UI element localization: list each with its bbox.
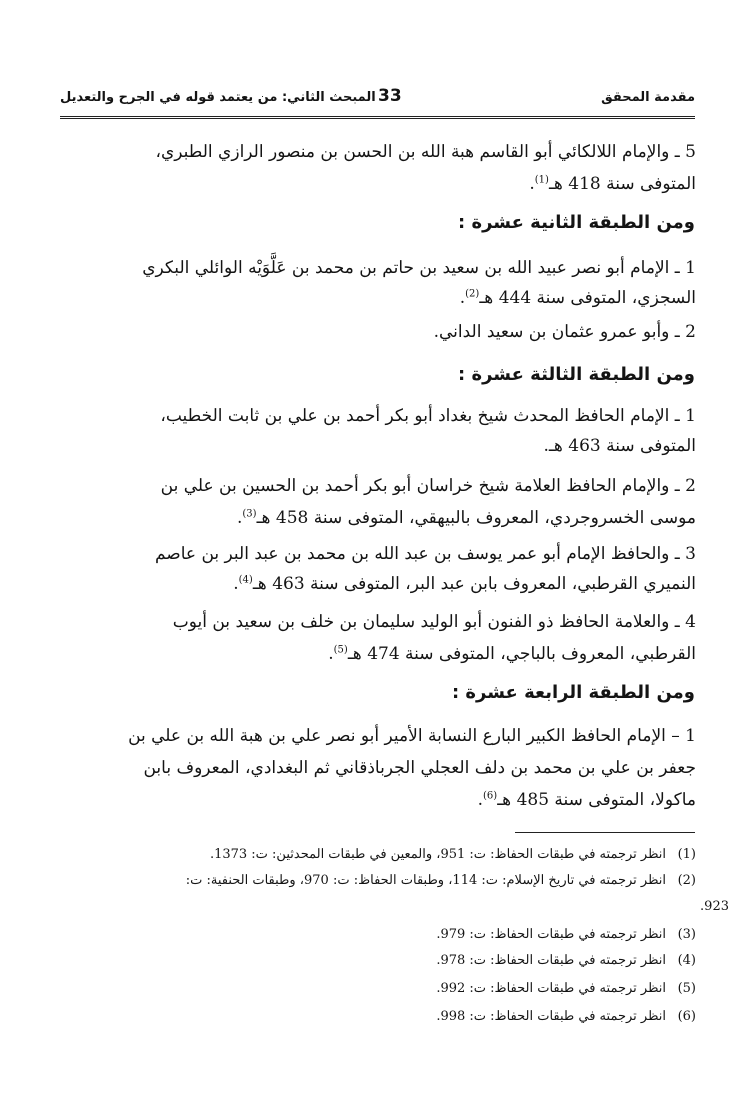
section-heading-12: ومن الطبقة الثانية عشرة : bbox=[458, 212, 695, 233]
footnote-number: (2) bbox=[677, 873, 696, 888]
footnote-text: انظر ترجمته في تاريخ الإسلام: ت: 114، وطبقات الحفاظ: ت: 970، وطبقات الحنفية: ت: bbox=[185, 873, 666, 888]
header-section-title: مقدمة المحقق bbox=[601, 90, 695, 105]
paragraph-lalikai-end: المتوفى سنة 418 هـ$^{(1)}$. bbox=[529, 174, 696, 194]
paragraph-baji-end: القرطبي، المعروف بالباجي، المتوفى سنة 474 هـ$^{(5)}$. bbox=[328, 644, 696, 664]
footnote-ref[interactable]: (5) bbox=[333, 644, 348, 656]
footnote-item bbox=[82, 1004, 696, 1030]
header-rule-double bbox=[60, 118, 695, 119]
footnote-ref[interactable]: (1) bbox=[534, 174, 549, 186]
text-line: 5 ـ والإمام اللالكائي أبو القاسم هبة الله بن الحسن بن منصور الرازي الطبري، bbox=[155, 142, 696, 162]
text-line: 1 ـ الإمام الحافظ المحدث شيخ بغداد أبو بكر أحمد بن علي بن ثابت الخطيب، bbox=[160, 406, 696, 426]
page-number: 33 bbox=[378, 86, 402, 106]
footnote-item bbox=[82, 922, 696, 948]
text-line: 3 ـ والحافظ الإمام أبو عمر يوسف بن عبد الله بن محمد بن عبد البر بن عاصم bbox=[154, 544, 696, 564]
text-line: جعفر بن علي بن محمد بن دلف العجلي الجرباذقاني ثم البغدادي، المعروف بابن bbox=[143, 758, 696, 778]
text-line: 2 ـ والإمام الحافظ العلامة شيخ خراسان أبو بكر أحمد بن الحسين بن علي بن bbox=[160, 476, 696, 496]
text-line: ماكولا، المتوفى سنة 485 هـ bbox=[497, 790, 696, 810]
paragraph-sijzi-end: السجزي، المتوفى سنة 444 هـ$^{(2)}$. bbox=[459, 288, 696, 308]
footnote-item bbox=[82, 948, 696, 974]
text-line: 1 – الإمام الحافظ الكبير البارع النسابة الأمير أبو نصر علي بن هبة الله بن علي بن bbox=[128, 726, 696, 746]
footnote-separator bbox=[515, 832, 695, 833]
footnote-item bbox=[82, 842, 696, 868]
paragraph-ibn-abd-al-barr-end: النميري القرطبي، المعروف بابن عبد البر، المتوفى سنة 463 هـ$^{(4)}$. bbox=[233, 574, 696, 594]
footnote-item bbox=[82, 868, 696, 894]
footnote-ref[interactable]: (3) bbox=[242, 508, 257, 520]
paragraph-dani: 2 ـ وأبو عمرو عثمان بن سعيد الداني. bbox=[433, 322, 696, 342]
text-line: السجزي، المتوفى سنة 444 هـ bbox=[479, 288, 696, 308]
text-line: القرطبي، المعروف بالباجي، المتوفى سنة 474 هـ bbox=[347, 644, 696, 664]
footnote-number: (5) bbox=[677, 981, 696, 996]
footnote-item bbox=[82, 976, 696, 1002]
footnote-text: انظر ترجمته في طبقات الحفاظ: ت: 951، والمعين في طبقات المحدثين: ت: 1373. bbox=[209, 847, 666, 862]
footnote-text: انظر ترجمته في طبقات الحفاظ: ت: 979. bbox=[436, 927, 666, 942]
footnote-text: انظر ترجمته في طبقات الحفاظ: ت: 992. bbox=[436, 981, 666, 996]
footnote-number: (3) bbox=[677, 927, 696, 942]
paragraph-khatib-end: المتوفى سنة 463 هـ. bbox=[543, 436, 696, 456]
footnote-text: انظر ترجمته في طبقات الحفاظ: ت: 978. bbox=[436, 953, 666, 968]
footnote-ref[interactable]: (2) bbox=[465, 288, 480, 300]
text-line: النميري القرطبي، المعروف بابن عبد البر، المتوفى سنة 463 هـ bbox=[252, 574, 696, 594]
footnote-continuation: 923. bbox=[700, 899, 729, 914]
header-chapter-title: المبحث الثاني: من يعتمد قوله في الجرح والتعديل bbox=[60, 90, 376, 105]
footnote-number: (4) bbox=[677, 953, 696, 968]
text-line: موسى الخسروجردي، المعروف بالبيهقي، المتوفى سنة 458 هـ bbox=[256, 508, 696, 528]
header-rule bbox=[60, 116, 695, 117]
running-header bbox=[60, 86, 695, 114]
footnote-text: انظر ترجمته في طبقات الحفاظ: ت: 998. bbox=[436, 1009, 666, 1024]
text-line: المتوفى سنة 418 هـ bbox=[548, 174, 696, 194]
text-line: 1 ـ الإمام أبو نصر عبيد الله بن سعيد بن حاتم بن محمد بن عَلَّوَيْه الوائلي البكري bbox=[142, 258, 696, 278]
section-heading-13: ومن الطبقة الثالثة عشرة : bbox=[458, 364, 695, 385]
footnote-number: (6) bbox=[677, 1009, 696, 1024]
footnote-number: (1) bbox=[677, 847, 696, 862]
section-heading-14: ومن الطبقة الرابعة عشرة : bbox=[451, 682, 695, 703]
footnote-ref[interactable]: (6) bbox=[483, 790, 498, 802]
text-line: 4 ـ والعلامة الحافظ ذو الفنون أبو الوليد سليمان بن خلف بن سعيد بن أيوب bbox=[172, 612, 696, 632]
paragraph-ibn-makula-end: ماكولا، المتوفى سنة 485 هـ$^{(6)}$. bbox=[477, 790, 696, 810]
paragraph-bayhaqi-end: موسى الخسروجردي، المعروف بالبيهقي، المتوفى سنة 458 هـ$^{(3)}$. bbox=[236, 508, 696, 528]
footnote-ref[interactable]: (4) bbox=[238, 574, 253, 586]
